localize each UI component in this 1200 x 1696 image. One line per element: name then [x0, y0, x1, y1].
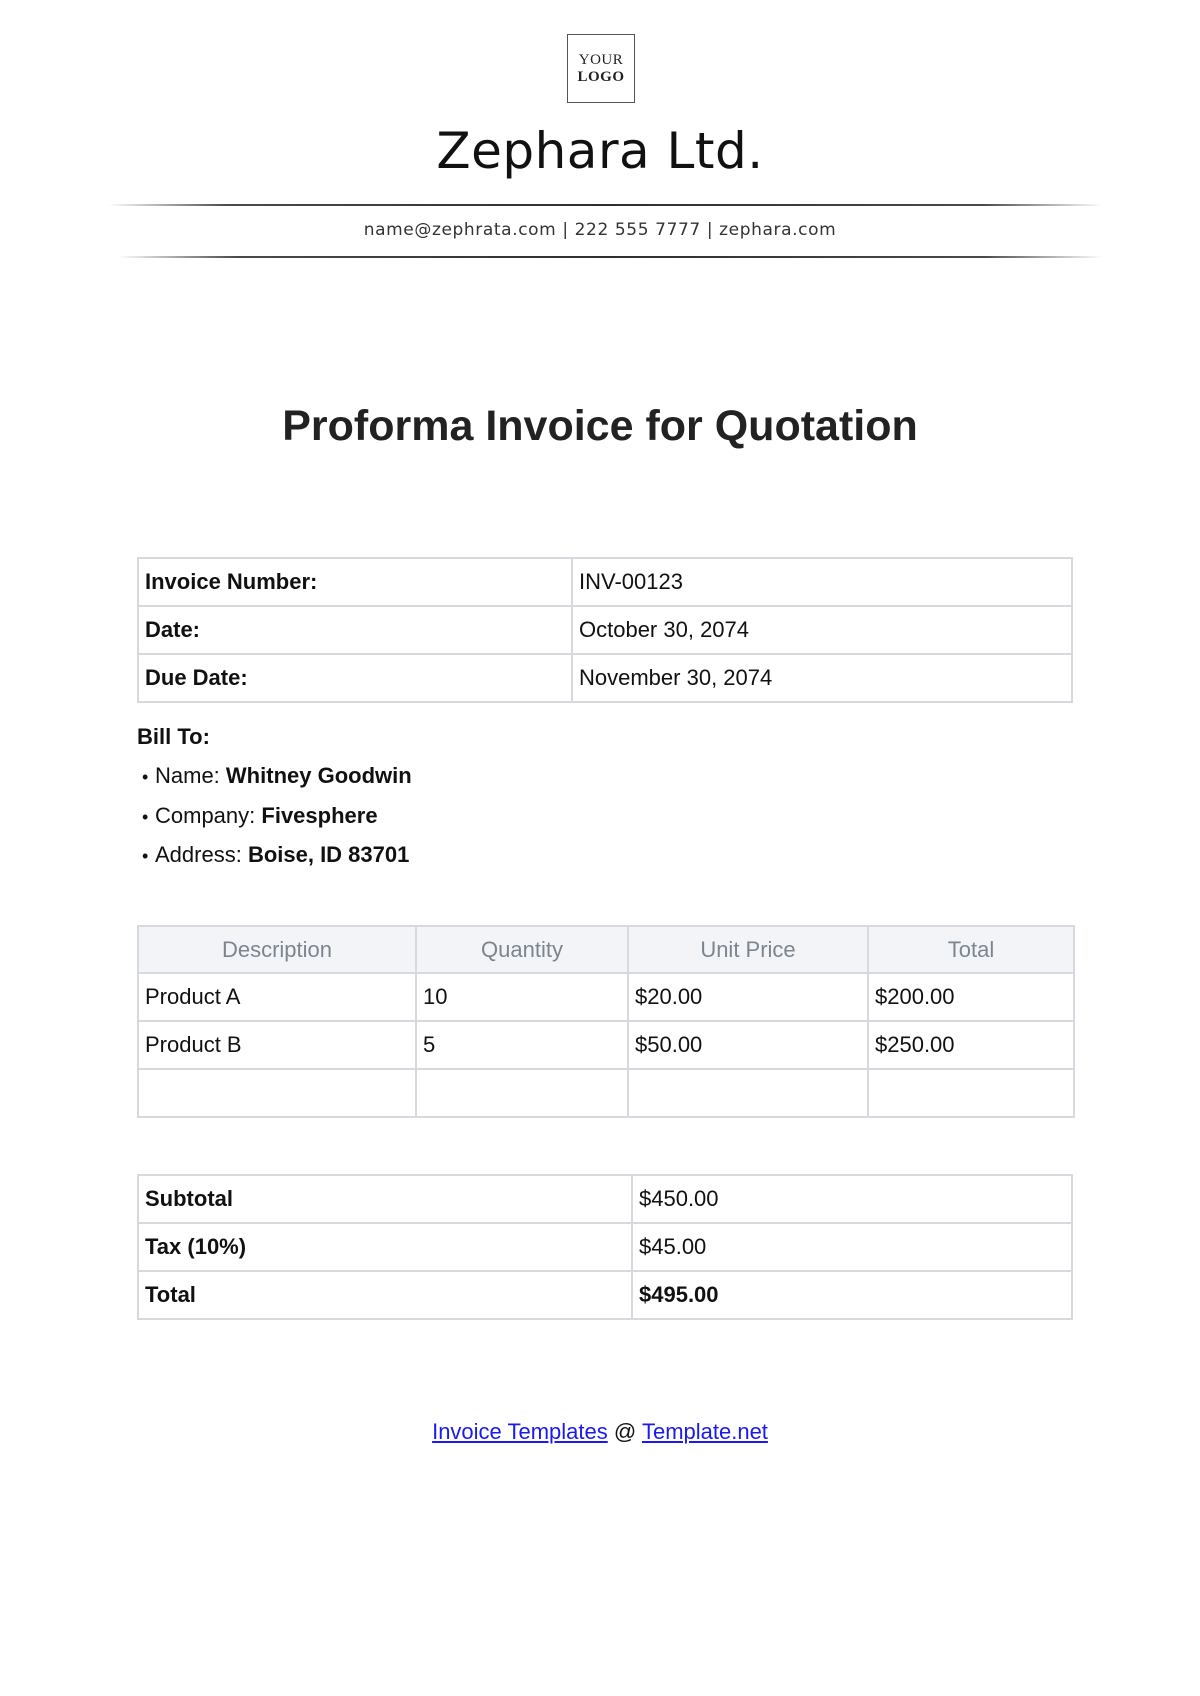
cell-description: Product B: [138, 1021, 416, 1069]
bullet-icon: •: [142, 767, 149, 787]
invoice-number-label: Invoice Number:: [138, 558, 572, 606]
table-row: [138, 1223, 1072, 1271]
date-label: Date:: [138, 606, 572, 654]
header-divider-bottom: [118, 256, 1102, 258]
cell-total: $250.00: [868, 1021, 1074, 1069]
header-divider-top: [108, 204, 1102, 206]
cell-quantity: [416, 1069, 628, 1117]
line-items-table: [137, 925, 1075, 1118]
cell-description: [138, 1069, 416, 1117]
invoice-info-table: [137, 557, 1073, 703]
tax-label: Tax (10%): [138, 1223, 632, 1271]
table-row: [138, 654, 1072, 702]
table-row: [138, 973, 1074, 1021]
document-title: Proforma Invoice for Quotation: [282, 402, 918, 450]
column-header-description: Description: [138, 926, 416, 973]
totals-table: [137, 1174, 1073, 1320]
column-header-total: Total: [868, 926, 1074, 973]
invoice-number-value: INV-00123: [572, 558, 1072, 606]
cell-total: $200.00: [868, 973, 1074, 1021]
list-item: [137, 763, 412, 803]
subtotal-label: Subtotal: [138, 1175, 632, 1223]
bill-to-company-label: Company:: [155, 802, 262, 828]
footer-separator: @: [607, 1419, 642, 1444]
logo-line-1: YOUR: [578, 51, 624, 68]
cell-unit-price: [628, 1069, 868, 1117]
table-row: [138, 1021, 1074, 1069]
grand-total-label: Total: [138, 1271, 632, 1319]
column-header-quantity: Quantity: [416, 926, 628, 973]
subtotal-value: $450.00: [632, 1175, 1072, 1223]
list-item: [137, 803, 412, 843]
table-row: [138, 1175, 1072, 1223]
bill-to-company-value: Fivesphere: [261, 802, 378, 828]
bill-to-address-label: Address:: [155, 842, 248, 867]
bill-to-name-label: Name:: [155, 763, 226, 788]
company-logo: [567, 34, 635, 103]
table-row: [138, 558, 1072, 606]
bill-to-address-value: Boise, ID 83701: [247, 842, 410, 867]
cell-quantity: 10: [416, 973, 628, 1021]
due-date-label: Due Date:: [138, 654, 572, 702]
cell-description: Product A: [138, 973, 416, 1021]
date-value: October 30, 2074: [572, 606, 1072, 654]
table-header-row: [138, 926, 1074, 973]
due-date-value: November 30, 2074: [572, 654, 1072, 702]
logo-line-2: LOGO: [577, 68, 625, 85]
bill-to-heading: Bill To:: [137, 724, 210, 749]
company-name: Zephara Ltd.: [436, 122, 764, 180]
table-row: [138, 1069, 1074, 1117]
tax-value: $45.00: [632, 1223, 1072, 1271]
template-net-link[interactable]: Template.net: [641, 1419, 768, 1444]
list-item: [137, 842, 412, 882]
cell-unit-price: $20.00: [628, 973, 868, 1021]
table-row: [138, 606, 1072, 654]
cell-total: [868, 1069, 1074, 1117]
bullet-icon: •: [142, 846, 149, 866]
invoice-templates-link[interactable]: Invoice Templates: [432, 1419, 608, 1444]
table-row: [138, 1271, 1072, 1319]
grand-total-value: $495.00: [632, 1271, 1072, 1319]
column-header-unit-price: Unit Price: [628, 926, 868, 973]
bill-to-list: [137, 763, 412, 882]
bill-to-section: [137, 724, 412, 882]
contact-info: name@zephrata.com | 222 555 7777 | zephara.com: [363, 220, 837, 240]
bullet-icon: •: [142, 806, 149, 827]
cell-quantity: 5: [416, 1021, 628, 1069]
bill-to-name-value: Whitney Goodwin: [225, 763, 412, 788]
footer-credit: [0, 1419, 1200, 1445]
cell-unit-price: $50.00: [628, 1021, 868, 1069]
